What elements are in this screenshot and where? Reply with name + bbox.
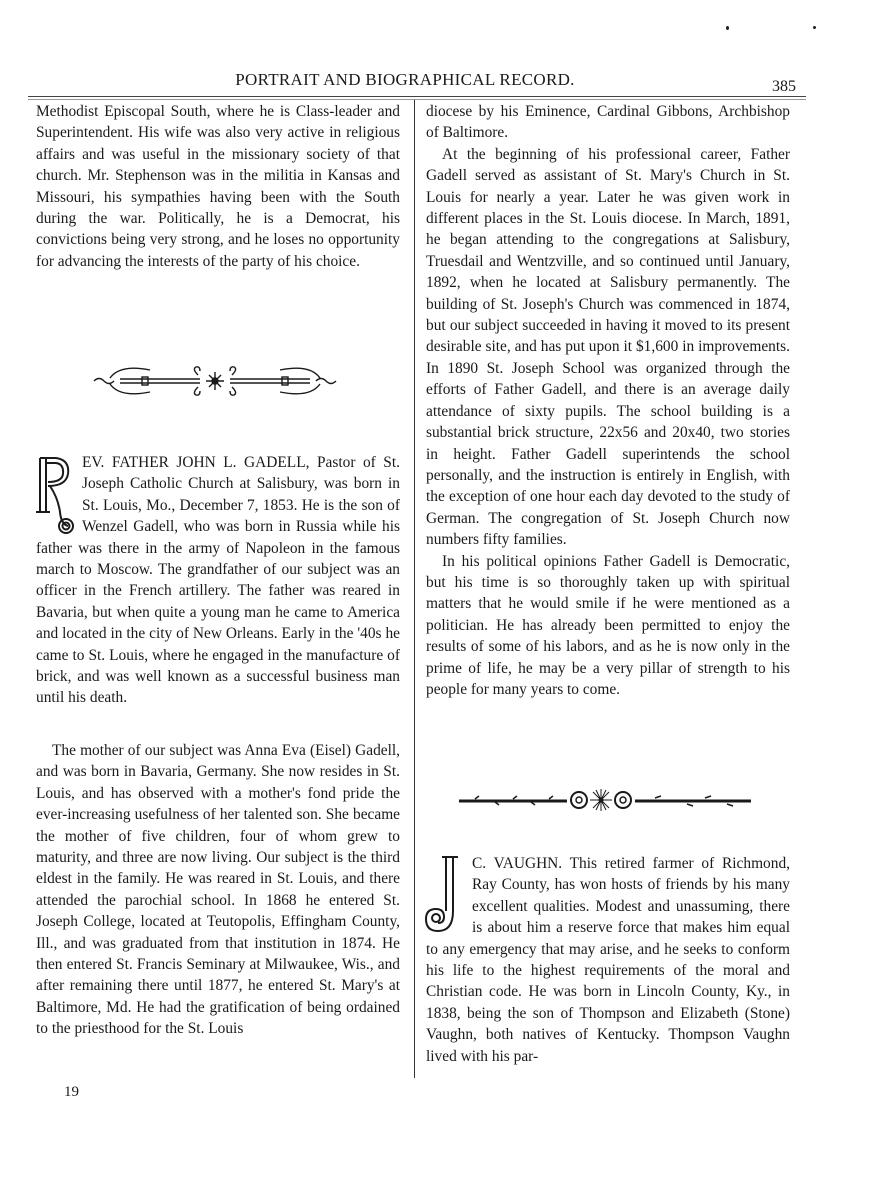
vaughn-biography	[426, 853, 790, 1067]
mother-paragraph-continued: diocese by his Eminence, Cardinal Gibbons, Archbishop of Baltimore.	[426, 103, 790, 142]
header-rule	[28, 96, 806, 97]
political-paragraph: In his political opinions Father Gadell is Democratic, but his time is so thoroughly taken up with spiritual matters that he would smile if he were mentioned as a politician. He has already been permitted to enjoy the results of some of his labors, and as he is now only in the prime of life, he may be a very pillar of strength to his people for many years to come.	[426, 552, 790, 698]
gadell-opening-text: EV. FATHER JOHN L. GADELL, Pastor of St. Joseph Catholic Church at Salisbury, was born in St. Louis, Mo., December 7, 1853. He is the son of Wenzel Gadell, who was born in Russia while his father was there in the army of Napoleon in the famous march to Moscow. The grandfather of our subject was an officer in the French artillery. The father was reared in Bavaria, but when quite a young man he came to America and located in the city of New Orleans. Early in the '40s he came to St. Louis, where he engaged in the manufacture of brick, and was well known as a successful business man until his death.	[36, 454, 400, 707]
gadell-biography-continued	[36, 740, 400, 1040]
right-column	[426, 101, 790, 700]
page-number: 385	[772, 78, 796, 95]
dropcap-j	[424, 855, 466, 937]
continued-paragraph: Methodist Episcopal South, where he is Class-leader and Superintendent. His wife was also very active in religious affairs and was useful in the missionary society of that church. Mr. Stephenson was in the militia in Kansas and Missouri, his sympathies having been with the South during the war. Politically, he is a Democrat, his convictions being very strong, and he loses no opportunity for advancing the interests of the party of his choice.	[36, 103, 400, 270]
scan-speck	[726, 26, 729, 30]
left-column	[36, 101, 400, 272]
gadell-biography	[36, 452, 400, 709]
career-paragraph: At the beginning of his professional career, Father Gadell served as assistant of St. Mary's Church in St. Louis for nearly a year. Later he was given work in different places in the St. Louis diocese. In March, 1891, he began attending to the congregations at Salisbury, Truesdail and Wentzville, and so continued until January, 1892, when he located at Salisbury permanently. The building of St. Joseph's Church was commenced in 1874, but our subject succeeded in having it moved to its present desirable site, and has put upon it $1,600 in improvements. In 1890 St. Joseph School was organized through the efforts of Father Gadell, and there is an average daily attendance of sixty pupils. The school building is a substantial brick structure, 22x56 and 20x40, two stories in height. Father Gadell superintends the school personally, and the instruction is entirely in English, with the exception of one hour each day devoted to the study of German. The congregation of St. Joseph Church now numbers fifty families.	[426, 145, 790, 549]
scroll-divider-ornament	[90, 360, 340, 400]
vaughn-opening-text: C. VAUGHN. This retired farmer of Richmond, Ray County, has won hosts of friends by his many excellent qualities. Modest and unassuming, there is about him a reserve force that makes him equal to any emergency that may arise, and he seeks to conform his life to the highest requirements of the moral and Christian code. He was born in Lincoln County, Ky., in 1838, being the son of Thompson and Elizabeth (Stone) Vaughn, both natives of Kentucky. Thompson Vaughn lived with his par-	[426, 855, 790, 1065]
dropcap-r	[34, 454, 76, 536]
header-rule-thin	[28, 99, 806, 100]
rosette-ornament-icon	[455, 785, 755, 815]
column-divider	[414, 100, 415, 1078]
running-title: PORTRAIT AND BIOGRAPHICAL RECORD.	[235, 70, 575, 89]
ornate-letter-j-icon	[424, 855, 466, 937]
gadell-opening-paragraph	[36, 452, 400, 709]
mother-paragraph: The mother of our subject was Anna Eva (Eisel) Gadell, and was born in Bavaria, Germany. She now resides in St. Louis, and has observed with a mother's fond pride the ever-increasing usefulness of her talented son. She became the mother of five children, four of whom grew to maturity, and three are now living. Our subject is the third eldest in the family. He was reared in St. Louis, and there attended the parochial school. In 1868 he entered St. Joseph College, located at Teutopolis, Effingham County, Ill., and was graduated from that institution in 1874. He then entered St. Francis Seminary at Milwaukee, Wis., and after remaining there until 1877, he entered St. Mary's at Baltimore, Md. He had the gratification of being ordained to the priesthood for the St. Louis	[36, 742, 400, 1038]
scan-speck	[813, 26, 816, 29]
ornate-letter-r-icon	[34, 454, 76, 536]
scroll-ornament-icon	[90, 360, 340, 400]
signature-mark: 19	[64, 1084, 79, 1100]
rosette-divider-ornament	[455, 785, 755, 815]
vaughn-opening-paragraph	[426, 853, 790, 1067]
